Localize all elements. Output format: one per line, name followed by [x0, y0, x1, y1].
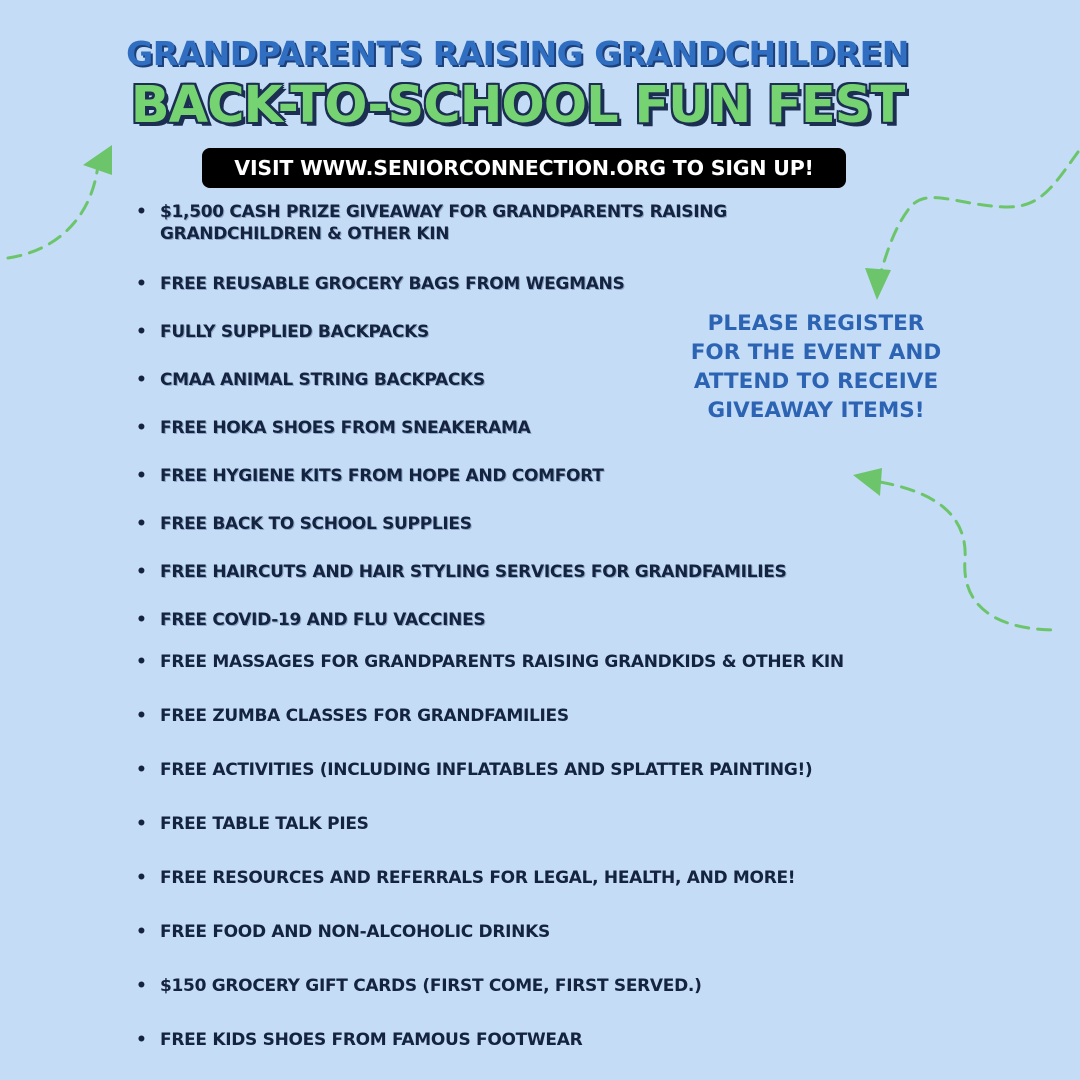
list-item-text: $1,500 CASH PRIZE GIVEAWAY FOR GRANDPARENTS RAISING GRANDCHILDREN & OTHER KIN [160, 202, 727, 244]
list-item-text: FREE TABLE TALK PIES [160, 814, 369, 834]
list-item-text: FULLY SUPPLIED BACKPACKS [160, 322, 429, 342]
list-item-text: FREE BACK TO SCHOOL SUPPLIES [160, 514, 472, 534]
bullet-icon: • [136, 466, 147, 486]
bullet-icon: • [136, 514, 147, 534]
bullet-icon: • [136, 814, 147, 834]
list-item [136, 705, 569, 727]
signup-banner[interactable]: VISIT WWW.SENIORCONNECTION.ORG TO SIGN UP! [202, 148, 846, 188]
list-item [136, 561, 787, 583]
list-item-text: FREE ACTIVITIES (INCLUDING INFLATABLES AND SPLATTER PAINTING!) [160, 760, 813, 780]
list-item [136, 867, 795, 889]
register-note: PLEASE REGISTER FOR THE EVENT AND ATTEND TO RECEIVE GIVEAWAY ITEMS! [690, 311, 942, 423]
list-item [136, 975, 702, 997]
subtitle-heading: GRANDPARENTS RAISING GRANDCHILDREN [126, 34, 909, 73]
list-item-text: FREE COVID-19 AND FLU VACCINES [160, 610, 486, 630]
list-item [136, 201, 820, 245]
list-item [136, 465, 604, 487]
list-item-text: CMAA ANIMAL STRING BACKPACKS [160, 370, 485, 390]
list-item [136, 813, 369, 835]
bullet-icon: • [136, 760, 147, 780]
list-item [136, 651, 844, 673]
bullet-icon: • [136, 1030, 147, 1050]
page-title: BACK-TO-SCHOOL FUN FEST [130, 76, 905, 135]
bullet-icon: • [136, 370, 147, 390]
bullet-icon: • [136, 976, 147, 996]
list-item-text: FREE MASSAGES FOR GRANDPARENTS RAISING GRANDKIDS & OTHER KIN [160, 652, 844, 672]
list-item [136, 759, 812, 781]
list-item [136, 417, 531, 439]
list-item [136, 513, 472, 535]
list-item-text: FREE ZUMBA CLASSES FOR GRANDFAMILIES [160, 706, 569, 726]
dashed-arrow-icon [865, 152, 1078, 300]
list-item [136, 921, 550, 943]
bullet-icon: • [136, 610, 147, 630]
list-item-text: FREE HOKA SHOES FROM SNEAKERAMA [160, 418, 531, 438]
list-item-text: FREE HYGIENE KITS FROM HOPE AND COMFORT [160, 466, 604, 486]
list-item-text: FREE HAIRCUTS AND HAIR STYLING SERVICES FOR GRANDFAMILIES [160, 562, 787, 582]
bullet-icon: • [136, 562, 147, 582]
list-item [136, 609, 485, 631]
dashed-arrow-icon [8, 145, 112, 258]
list-item [136, 273, 624, 295]
list-item [136, 321, 429, 343]
list-item-text: FREE KIDS SHOES FROM FAMOUS FOOTWEAR [160, 1030, 583, 1050]
list-item [136, 1029, 582, 1051]
bullet-icon: • [136, 322, 147, 342]
list-item-text: FREE RESOURCES AND REFERRALS FOR LEGAL, HEALTH, AND MORE! [160, 868, 796, 888]
list-item-text: $150 GROCERY GIFT CARDS (FIRST COME, FIRST SERVED.) [160, 976, 702, 996]
bullet-icon: • [136, 652, 147, 672]
list-item-text: FREE REUSABLE GROCERY BAGS FROM WEGMANS [160, 274, 625, 294]
list-item [136, 369, 485, 391]
bullet-icon: • [136, 706, 147, 726]
bullet-icon: • [136, 868, 147, 888]
bullet-icon: • [136, 202, 147, 222]
list-item-text: FREE FOOD AND NON-ALCOHOLIC DRINKS [160, 922, 550, 942]
bullet-icon: • [136, 418, 147, 438]
bullet-icon: • [136, 922, 147, 942]
bullet-icon: • [136, 274, 147, 294]
dashed-arrow-icon [853, 468, 1058, 630]
